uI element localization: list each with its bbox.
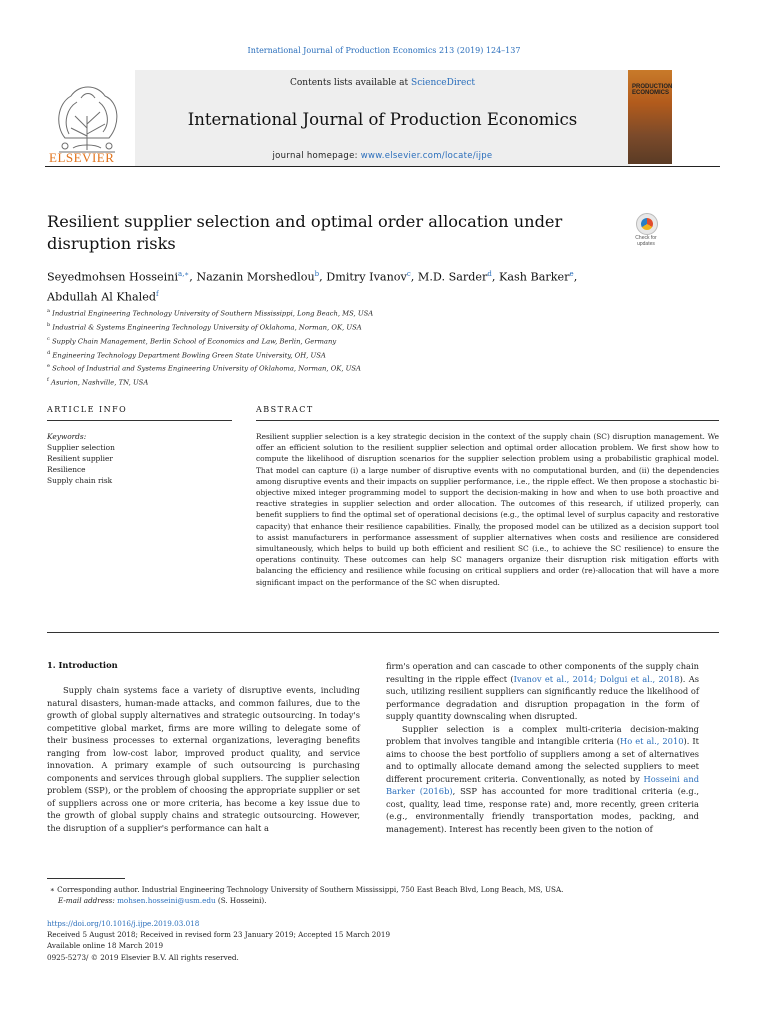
author-name[interactable]: Abdullah Al Khaled xyxy=(47,290,157,304)
received-dates: Received 5 August 2018; Received in revised form 23 January 2019; Accepted 15 March 2019 xyxy=(47,930,391,940)
body-column-left xyxy=(47,684,360,834)
publisher-logo-text: ELSEVIER xyxy=(49,150,115,165)
affiliation-item: $^f$ Asurion, Nashville, TN, USA xyxy=(47,377,149,387)
keyword-item: Resilience xyxy=(47,465,86,474)
section-heading-introduction: 1. Introduction xyxy=(47,660,118,670)
contents-prefix: Contents lists available at xyxy=(290,78,412,88)
sciencedirect-link[interactable]: ScienceDirect xyxy=(411,78,475,88)
journal-cover-thumbnail[interactable] xyxy=(628,70,672,164)
article-info-heading: ARTICLE INFO xyxy=(47,405,128,414)
paragraph: Supplier selection is a complex multi-criteria decision-making problem that involves tangible and intangible criteria (Ho et al., 2010). It aims to choose the best portfolio of suppliers among a set of alternatives and to optimally allocate demand among the selected suppliers to meet different procurement criteria. Conventionally, as noted by Hosseini and Barker (2016b), SSP has accounted for more traditional criteria (e.g., cost, quality, lead time, response rate) and, more recently, green criteria (e.g., environmentally friendly transportation modes, packing, and management). Interest has recently been given to the notion of xyxy=(386,723,700,834)
footnote-rule xyxy=(47,878,125,879)
affiliation-item: $^c$ Supply Chain Management, Berlin School of Economics and Law, Berlin, Germany xyxy=(47,335,337,345)
citation-link[interactable]: Hosseini and Barker (2016b) xyxy=(386,773,700,796)
doi-link[interactable]: https://doi.org/10.1016/j.ijpe.2019.03.018 xyxy=(47,919,200,928)
paragraph: Supply chain systems face a variety of disruptive events, including natural disasters, human-made attacks, and common failures, due to the growth of global supply alternatives and strategic outsourcing. In today's competitive global market, firms are more willing to delegate some of their business processes to external organizations, leveraging benefits ranging from low-cost labor, improved product quality, and service innovation. A primary example of such outsourcing is purchasing components and services through global suppliers. The supplier selection problem (SSP), or the problem of choosing the appropriate supplier or set of suppliers across one or more criteria, has become a key issue due to the growth of global supply chains and strategic outsourcing. However, the disruption of a supplier's performance can halt a xyxy=(47,685,360,833)
journal-name: International Journal of Production Economics xyxy=(187,110,578,129)
corresponding-author-footnote: ∗ Corresponding author. Industrial Engineering Technology University of Southern Mississippi, 750 East Beach Blvd, Long Beach, MS, USA. E-mail address: mohsen.hosseini@usm.edu (S. Hosseini). xyxy=(50,885,564,905)
contents-line xyxy=(135,78,630,88)
affiliation-item: $^e$ School of Industrial and Systems Engineering University of Oklahoma, Norman, OK, USA xyxy=(47,363,361,373)
keyword-item: Supplier selection xyxy=(47,443,115,452)
author-affil-marker[interactable]: c xyxy=(406,270,411,278)
paper-title: Resilient supplier selection and optimal order allocation under disruption risks xyxy=(47,212,563,253)
publication-info xyxy=(47,918,687,963)
citation-link[interactable]: Ivanov et al., 2014; Dolgui et al., 2018 xyxy=(513,673,680,684)
journal-citation[interactable]: International Journal of Production Economics 213 (2019) 124–137 xyxy=(247,46,521,55)
cover-title: PRODUCTION ECONOMICS xyxy=(632,84,673,96)
keywords-block xyxy=(47,431,227,486)
author-name[interactable]: Kash Barker xyxy=(499,270,570,284)
affiliation-item: $^d$ Engineering Technology Department Bowling Green State University, OH, USA xyxy=(47,349,326,359)
keyword-item: Supply chain risk xyxy=(47,476,113,485)
affiliation-item: $^b$ Industrial & Systems Engineering Technology University of Oklahoma, Norman, OK, USA xyxy=(47,321,362,332)
homepage-prefix: journal homepage: xyxy=(272,151,361,161)
abstract-text: Resilient supplier selection is a key strategic decision in the context of the supply chain (SC) disruption management. We offer an efficient solution to the resilient supplier selection and optimal order allocation problem. We first show how to compute the likelihood of disruption scenarios for the supplier selection problem using a probabilistic graphical model. That model can capture (i) a large number of disruptive events with no computational burden, and (ii) the dependencies among disruptive events and their impacts on supplier performance, i.e., the ripple effect. We then propose a stochastic bi-objective mixed integer programming model to support the decision-making in how and when to use both proactive and reactive strategies in supplier selection and order allocation. The outcomes of this research, if utilized properly, can benefit suppliers to find the optimal set of operational decisions (e.g., the optimal level of surplus capacity and restorative capacity) that enhance their resilience capabilities. Finally, the proposed model can be utilized as a decision support tool to assist manufacturers in performance assessment of supplier alternatives when costs and resilience are considered simultaneously, which helps to build up both efficient and resilient SC (i.e., to achieve the SC resilience) to ensure the operations continuity. These outcomes can help SC managers organize their disruption risk mitigation efforts with balancing the efficiency and resilience while focusing on critical suppliers and order (re)-allocation that will have a more significant impact on the performance of the SC when disrupted. xyxy=(256,432,719,587)
author-name[interactable]: M.D. Sarder xyxy=(417,270,488,284)
affiliation-item: $^a$ Industrial Engineering Technology University of Southern Mississippi, Long Beach, MS, USA xyxy=(47,308,374,318)
author-affil-marker[interactable]: a,∗ xyxy=(178,270,190,278)
abstract-rule xyxy=(256,420,719,421)
author-name[interactable]: Seyedmohsen Hosseini xyxy=(47,270,179,284)
journal-masthead xyxy=(45,70,720,167)
author-affil-marker[interactable]: d xyxy=(487,270,492,278)
abstract-bottom-rule xyxy=(47,632,719,633)
author-name[interactable]: Dmitry Ivanov xyxy=(326,270,407,284)
keyword-item: Resilient supplier xyxy=(47,454,113,463)
keywords-label: Keywords: xyxy=(47,432,87,441)
check-updates-label: Check for updates xyxy=(635,235,657,247)
paragraph: firm's operation and can cascade to other components of the supply chain resulting in the ripple effect (Ivanov et al., 2014; Dolgui et al., 2018). As such, utilizing resilient suppliers can significantly reduce the likelihood of performance degradation and disruption propagation in the form of supply quantity downscaling when disrupted. xyxy=(386,661,699,721)
citation-link[interactable]: Ho et al., 2010 xyxy=(620,736,684,746)
homepage-link[interactable]: www.elsevier.com/locate/ijpe xyxy=(360,151,493,161)
author-name[interactable]: Nazanin Morshedlou xyxy=(196,270,315,284)
available-online-date: Available online 18 March 2019 xyxy=(47,941,164,951)
check-updates-icon xyxy=(636,213,658,235)
copyright-line: 0925-5273/ © 2019 Elsevier B.V. All rights reserved. xyxy=(47,952,239,962)
author-list: Seyedmohsen Hosseini$^{a,∗}$, Nazanin Morshedlou$^b$, Dmitry Ivanov$^c$, M.D. Sarder$^d$, Kash Barker$^e$, Abdullah Al Khaled$^f$ xyxy=(47,270,578,304)
author-affil-marker[interactable]: f xyxy=(156,289,159,298)
journal-homepage xyxy=(135,151,630,161)
email-link[interactable]: mohsen.hosseini@usm.edu xyxy=(117,896,216,905)
body-column-right xyxy=(386,660,699,835)
abstract-heading: ABSTRACT xyxy=(256,405,314,414)
article-info-rule xyxy=(47,420,232,421)
check-for-updates-button[interactable] xyxy=(629,213,663,255)
author-affil-marker[interactable]: e xyxy=(569,270,574,278)
affiliation-list xyxy=(47,306,687,389)
author-affil-marker[interactable]: b xyxy=(314,270,320,278)
